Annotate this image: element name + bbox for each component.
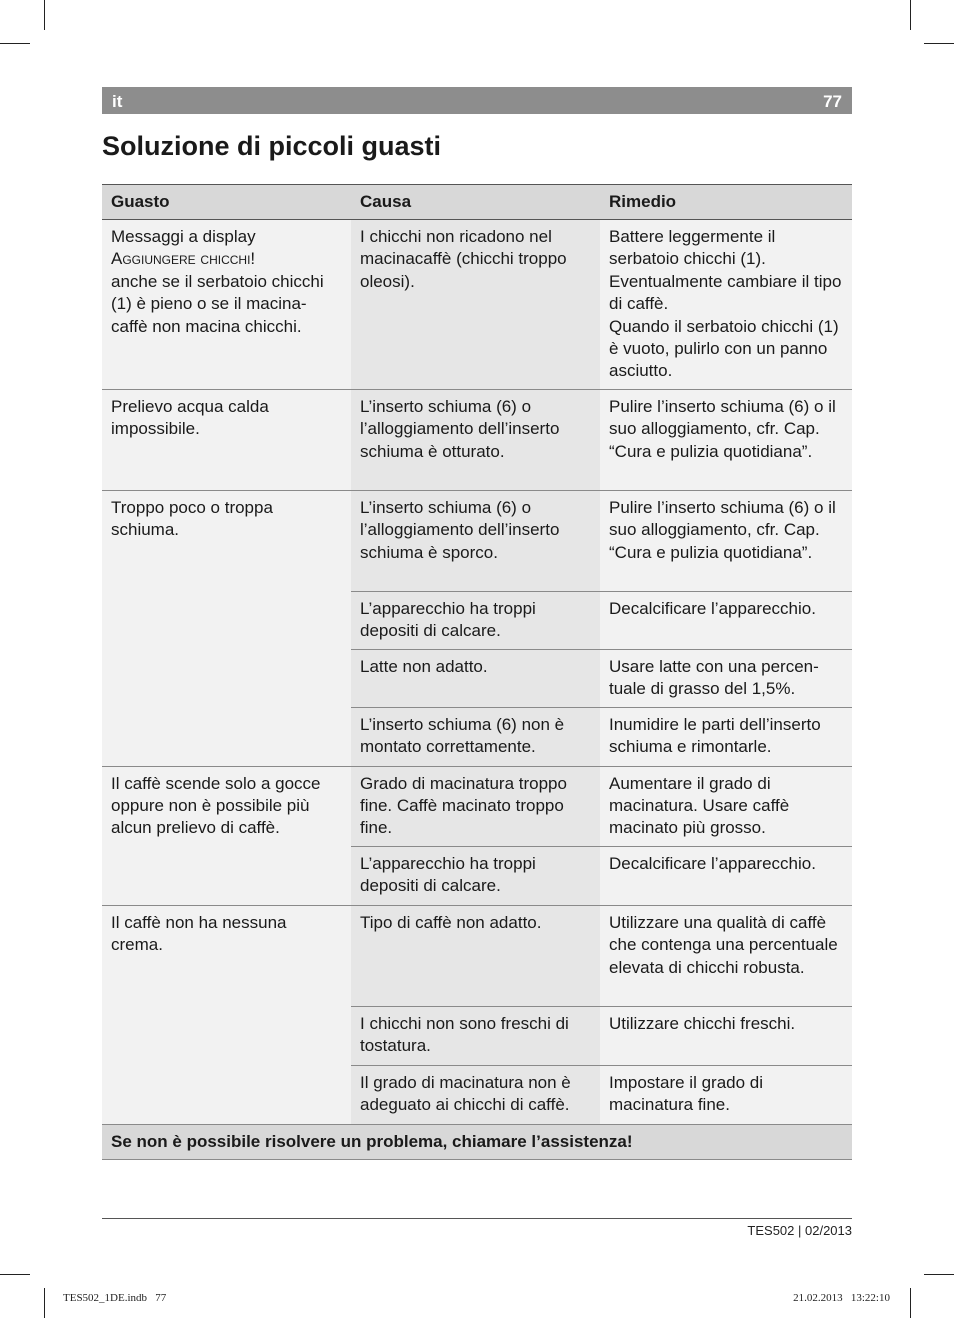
causa-cell: I chicchi non ricadono nel macinacaffè (chicchi troppo oleosi). (351, 220, 600, 390)
guasto-cell: Troppo poco o troppa schiuma. (102, 490, 351, 766)
rimedio-cell: Aumentare il grado di macinatura. Usare caffè macinato più grosso. (600, 766, 852, 846)
rimedio-cell: Pulire l’inserto schiuma (6) o il suo alloggiamento, cfr. Cap. “Cura e pulizia quotidiana”. (600, 389, 852, 490)
crop-mark (44, 1288, 45, 1318)
column-header-causa: Causa (351, 185, 600, 220)
guasto-cell: Prelievo acqua calda impossibile. (102, 389, 351, 490)
column-header-rimedio: Rimedio (600, 185, 852, 220)
rimedio-cell: Inumidire le parti dell’inserto schiuma e rimontarle. (600, 707, 852, 766)
troubleshooting-table (102, 184, 852, 1160)
rimedio-cell: Battere leggermente il serbatoio chicchi (1). Eventualmente cambiare il tipo di caffè. Quando il serbatoio chicchi (1) è vuoto, pulirlo con un panno asciutto. (600, 220, 852, 390)
guasto-cell: Il caffè non ha nessuna crema. (102, 905, 351, 1124)
causa-cell: I chicchi non sono freschi di tostatura. (351, 1006, 600, 1065)
causa-cell: L’apparecchio ha troppi depositi di calcare. (351, 591, 600, 649)
rimedio-cell: Usare latte con una percen-tuale di grasso del 1,5%. (600, 649, 852, 707)
table-row (102, 905, 852, 1006)
table-header-row (102, 185, 852, 220)
crop-mark (924, 43, 954, 44)
page-number: 77 (823, 92, 842, 111)
crop-mark (44, 0, 45, 30)
slug-file: TES502_1DE.indb 77 (63, 1292, 167, 1304)
slug-date: 21.02.2013 13:22:10 (793, 1292, 890, 1304)
table-footnote-row (102, 1124, 852, 1159)
assistance-note: Se non è possibile risolvere un problema, chiamare l’assistenza! (102, 1124, 852, 1159)
language-code: it (112, 92, 123, 111)
causa-cell: L’inserto schiuma (6) o l’alloggiamento dell’inserto schiuma è otturato. (351, 389, 600, 490)
table-row (102, 220, 852, 390)
table-row (102, 490, 852, 591)
causa-cell: Latte non adatto. (351, 649, 600, 707)
rimedio-cell: Pulire l’inserto schiuma (6) o il suo alloggiamento, cfr. Cap. “Cura e pulizia quotidiana”. (600, 490, 852, 591)
footer-rule (102, 1218, 852, 1219)
causa-cell: L’inserto schiuma (6) non è montato correttamente. (351, 707, 600, 766)
guasto-cell: Il caffè scende solo a gocce oppure non è possibile più alcun prelievo di caffè. (102, 766, 351, 905)
crop-mark (910, 1288, 911, 1318)
crop-mark (0, 43, 30, 44)
column-header-guasto: Guasto (102, 185, 351, 220)
crop-mark (0, 1274, 30, 1275)
causa-cell: Grado di macinatura troppo fine. Caffè macinato troppo fine. (351, 766, 600, 846)
footer-model-date: TES502 | 02/2013 (747, 1223, 852, 1238)
page-header-bar (102, 87, 852, 114)
guasto-cell: Messaggi a display Aggiungere chicchi! anche se il serbatoio chicchi (1) è pieno o se il macina-caffè non macina chicchi. (102, 220, 351, 390)
causa-cell: Il grado di macinatura non è adeguato ai chicchi di caffè. (351, 1065, 600, 1124)
causa-cell: L’inserto schiuma (6) o l’alloggiamento dell’inserto schiuma è sporco. (351, 490, 600, 591)
rimedio-cell: Utilizzare chicchi freschi. (600, 1006, 852, 1065)
table-row (102, 766, 852, 846)
rimedio-cell: Utilizzare una qualità di caffè che contenga una percentuale elevata di chicchi robusta. (600, 905, 852, 1006)
page-title: Soluzione di piccoli guasti (102, 131, 442, 161)
causa-cell: L’apparecchio ha troppi depositi di calcare. (351, 846, 600, 905)
rimedio-cell: Decalcificare l’apparecchio. (600, 591, 852, 649)
rimedio-cell: Impostare il grado di macinatura fine. (600, 1065, 852, 1124)
table-row (102, 389, 852, 490)
display-message: Aggiungere chicchi! (111, 249, 256, 269)
crop-mark (924, 1274, 954, 1275)
rimedio-cell: Decalcificare l’apparecchio. (600, 846, 852, 905)
causa-cell: Tipo di caffè non adatto. (351, 905, 600, 1006)
crop-mark (910, 0, 911, 30)
